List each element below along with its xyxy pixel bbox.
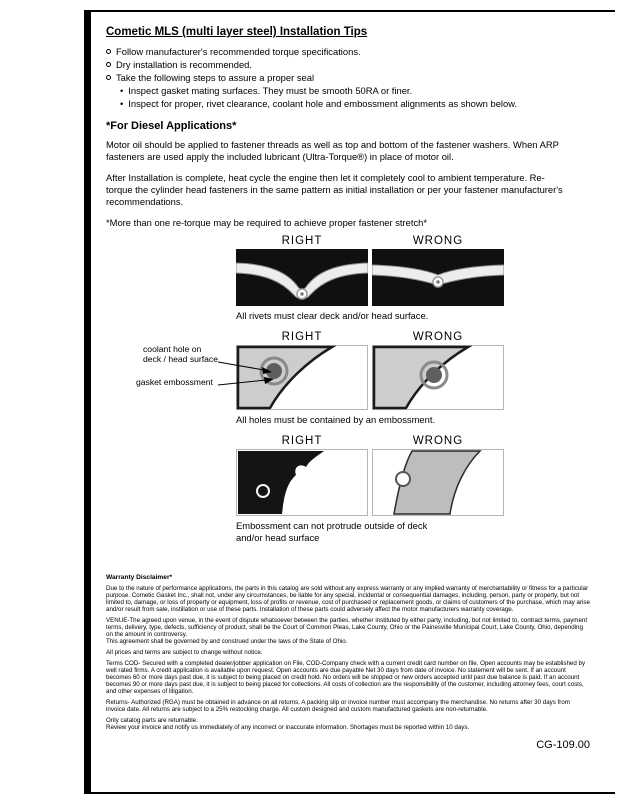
coolant-arrow-icon [218, 359, 274, 375]
wrong-label: WRONG [412, 235, 464, 247]
diagram-headers [236, 331, 504, 343]
circle-bullet-icon [106, 49, 111, 54]
retorque-note: *More than one re-torque may be required to achieve proper fastener stretch* [106, 217, 428, 228]
warranty-paragraph: Returns- Authorized (RGA) must be obtained in advance on all returns. A packing slip or invoice number must accompany the merchandise. No returns after 30 days from invoice date. All returns are subject to a 25% restocking charge. All custom designed and custom manufactured gaskets are non-returnable. [106, 699, 570, 713]
wrong-label: WRONG [412, 435, 464, 447]
warranty-paragraph: Due to the nature of performance applications, the parts in this catalog are sold without any express warranty or any implied warranty of merchantability or fitness for a particular purpose. Cometic Gasket Inc., shall not, under any circumstances, be liable for any special, incidental or consequential damages, including, person, party or property, but not limited to, damage, or loss of property or equipment, loss of profits or revenue, cost of purchased or replacement goods, or claims of customers of the purchase, which may arise and/or result from sale, instillation or use of these parts. Installation of these parts could adversely affect the motor manufacturers warranty coverage. [106, 585, 590, 613]
diesel-heading: *For Diesel Applications* [106, 120, 237, 132]
sub-tip-text: Inspect for proper, rivet clearance, coolant hole and embossment alignments as shown below. [128, 98, 518, 109]
warranty-paragraph: Terms COD- Secured with a completed dealer/jobber application on File, COD-Company check with a current credit card number on file. Open accounts may be established by well rated firms. A credit application is available upon request. Open accounts are due payable Net 30 days from date of invoice. No statement will be sent. If an account becomes 60 or more days past due, it is subject to being placed on credit hold. No orders will be shipped or new orders accepted until past due balance is paid. If an account becomes 90 or more days past due, it is subject to being placed for collections. All costs of collection are the responsibility of the customer, including attorney fees, court costs, and other expenses of litigation. [106, 660, 586, 695]
right-label: RIGHT [281, 235, 323, 247]
warranty-paragraph: All prices and terms are subject to change without notice. [106, 649, 263, 656]
diesel-paragraph: After Installation is complete, heat cycle the engine then let it completely cool to ambient temperature. Re-torque the cylinder head fasteners in the same pattern as initial installation or per your fastener manufacturer's recommendations. [106, 172, 563, 207]
page-content [91, 12, 618, 751]
embossment-diagram-row [106, 435, 504, 544]
right-label: RIGHT [281, 331, 323, 343]
tip-text: Follow manufacturer's recommended torque specifications. [116, 46, 361, 57]
warranty-paragraph: Review your invoice and notify us immediately of any incorrect or inaccurate information. Shortages must be reported within 10 days. [106, 724, 470, 731]
diagram-panels [236, 345, 504, 410]
warranty-heading: Warranty Disclaimer* [106, 574, 173, 581]
tip-text: Dry installation is recommended. [116, 59, 252, 70]
warranty-paragraph: This agreement shall be governed by and construed under the laws of the State of Ohio. [106, 638, 348, 645]
tip-text: Take the following steps to assure a proper seal [116, 72, 315, 83]
warranty-paragraph: Only catalog parts are returnable. [106, 717, 198, 724]
diagram-headers [236, 235, 504, 247]
sub-tip-item [120, 97, 618, 110]
rivets-caption: All rivets must clear deck and/or head surface. [236, 310, 429, 321]
warranty-paragraph: VENUE-The agreed upon venue, in the event of dispute whatsoever between the parties, whether instituted by either party, including, but not limited to, contract terms, payment terms, delivery, type, defects, sufficiency of product, shall be the Court of Common Pleas, Lake County, Ohio or the Painesville Municipal Court, Lake County, Ohio, depending on the amount in controversy. [106, 617, 588, 638]
embossment-callout-label: gasket embossment [136, 377, 213, 387]
embossment-right-diagram [236, 449, 368, 516]
holes-caption: All holes must be contained by an embossment. [236, 414, 436, 425]
holes-wrong-diagram [372, 345, 504, 410]
bullet-icon: • [120, 85, 124, 96]
tip-item [106, 71, 618, 84]
rivet-right-diagram [236, 249, 368, 306]
diagram-panels [236, 249, 504, 306]
diesel-paragraph: Motor oil should be applied to fastener threads as well as top and bottom of the fastener washers. When ARP fasteners are used apply the included lubricant (Ultra-Torque®) in place of motor oil. [106, 139, 559, 162]
holes-diagram-row [106, 331, 504, 426]
page-number: CG-109.00 [536, 739, 590, 751]
tip-item [106, 58, 618, 71]
sub-tip-item [120, 84, 618, 97]
embossment-wrong-diagram [372, 449, 504, 516]
sub-tip-text: Inspect gasket mating surfaces. They must be smooth 50RA or finer. [128, 85, 413, 96]
diagram-panels [236, 449, 504, 516]
embossment-arrow-icon [218, 375, 276, 389]
tip-item [106, 45, 618, 58]
warranty-section [106, 574, 590, 731]
bullet-icon: • [120, 98, 124, 109]
page-title: Cometic MLS (multi layer steel) Installation Tips [106, 26, 368, 38]
circle-bullet-icon [106, 75, 111, 80]
embossment-caption: Embossment can not protrude outside of deck and/or head surface [236, 520, 428, 543]
wrong-label: WRONG [412, 331, 464, 343]
tips-list [106, 45, 618, 110]
rivet-wrong-diagram [372, 249, 504, 306]
circle-bullet-icon [106, 62, 111, 67]
right-label: RIGHT [281, 435, 323, 447]
coolant-callout-label: coolant hole on deck / head surface [143, 344, 219, 364]
diagram-headers [236, 435, 504, 447]
rivet-diagram-row [106, 235, 504, 322]
